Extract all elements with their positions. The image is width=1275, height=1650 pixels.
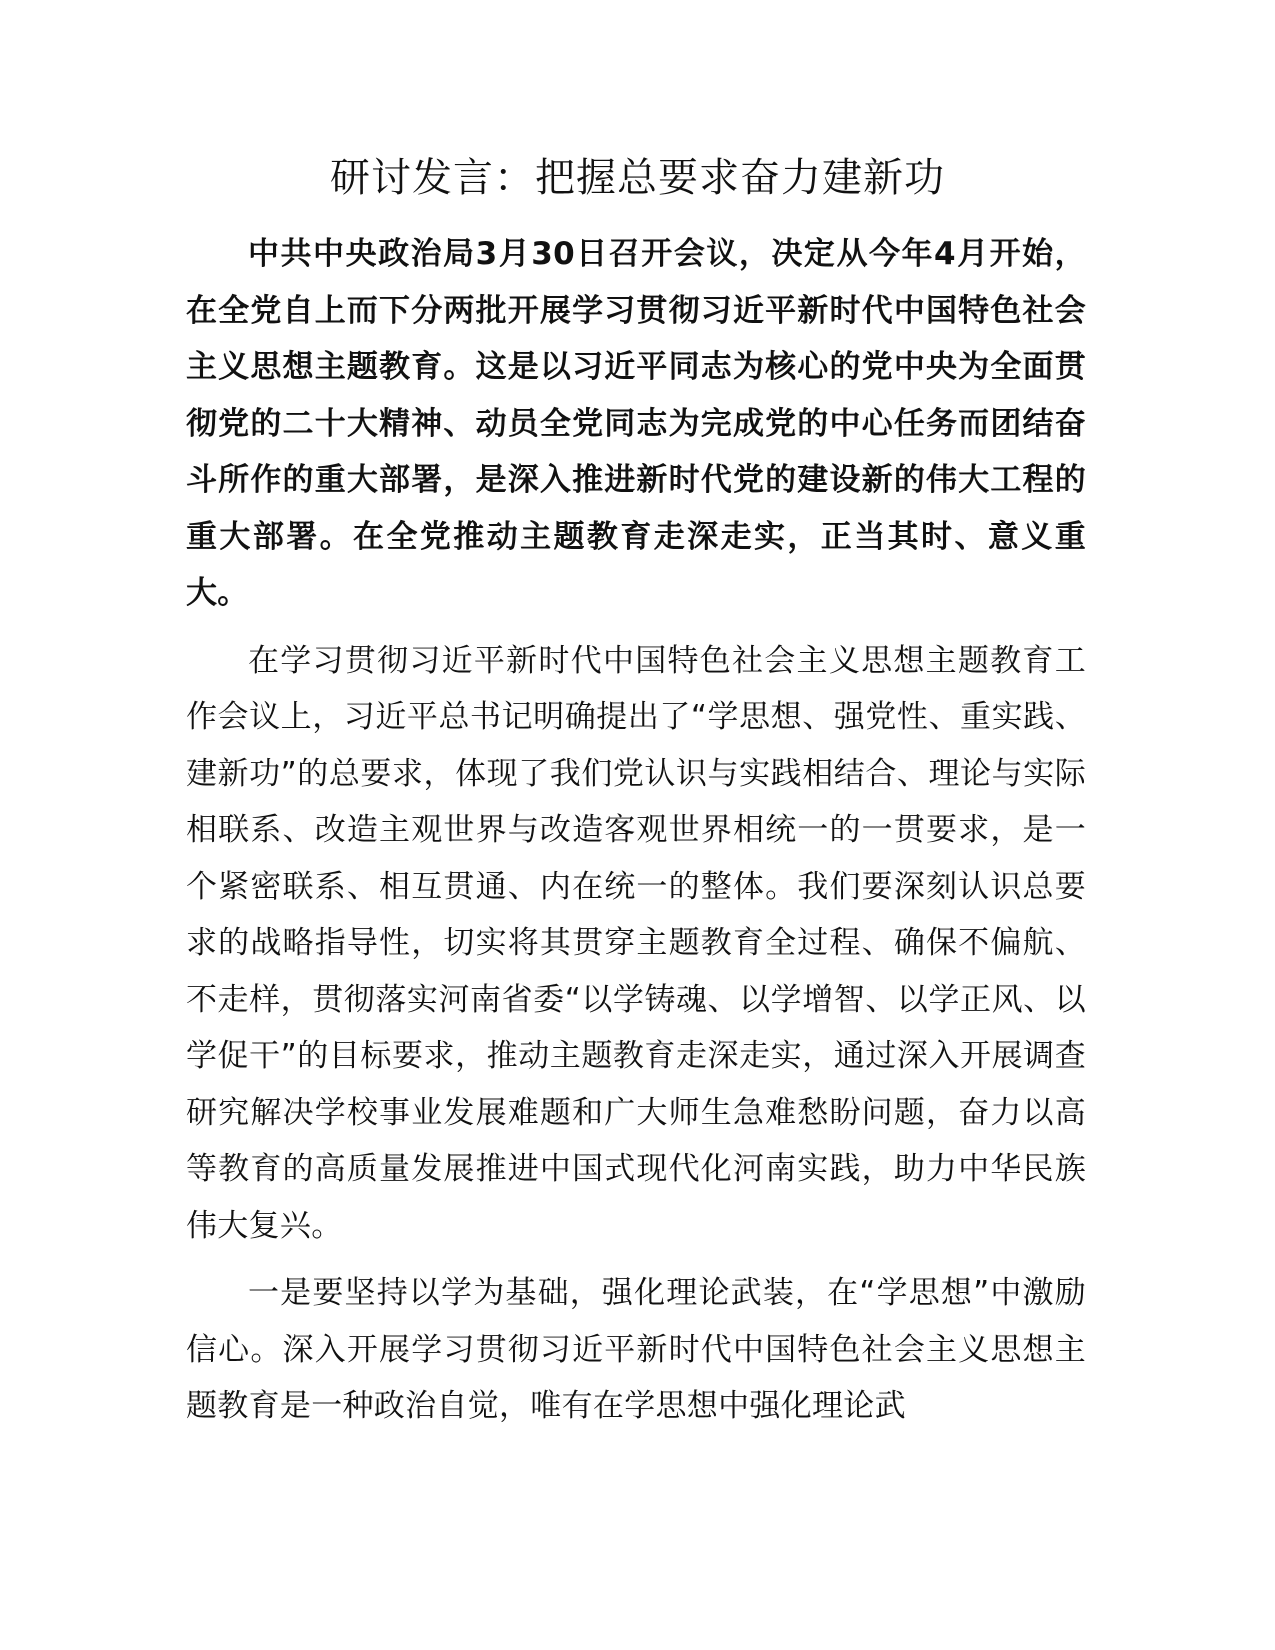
paragraph-2: 在学习贯彻习近平新时代中国特色社会主义思想主题教育工作会议上，习近平总书记明确提出了“学思想、强党性、重实践、建新功”的总要求，体现了我们党认识与实践相结合、理论与实际相联系、改造主观世界与改造客观世界相统一的一贯要求，是一个紧密联系、相互贯通、内在统一的整体。我们要深刻认识总要求的战略指导性，切实将其贯穿主题教育全过程、确保不偏航、不走样，贯彻落实河南省委“以学铸魂、以学增智、以学正风、以学促干”的目标要求，推动主题教育走深走实，通过深入开展调查研究解决学校事业发展难题和广大师生急难愁盼问题，奋力以高等教育的高质量发展推进中国式现代化河南实践，助力中华民族伟大复兴。 xyxy=(186,642,1086,1244)
paragraph-1: 中共中央政治局3月30日召开会议，决定从今年4月开始，在全党自上而下分两批开展学习贯彻习近平新时代中国特色社会主义思想主题教育。这是以习近平同志为核心的党中央为全面贯彻党的二十大精神、动员全党同志为完成党的中心任务而团结奋斗所作的重大部署，是深入推进新时代党的建设新的伟大工程的重大部署。在全党推动主题教育走深走实，正当其时、意义重大。 xyxy=(186,236,1086,611)
document-title: 研讨发言：把握总要求奋力建新功 xyxy=(330,155,945,201)
document-body xyxy=(186,226,1086,1446)
paragraph-3: 一是要坚持以学为基础，强化理论武装，在“学思想”中激励信心。深入开展学习贯彻习近平新时代中国特色社会主义思想主题教育是一种政治自觉，唯有在学思想中强化理论武 xyxy=(186,1275,1086,1424)
